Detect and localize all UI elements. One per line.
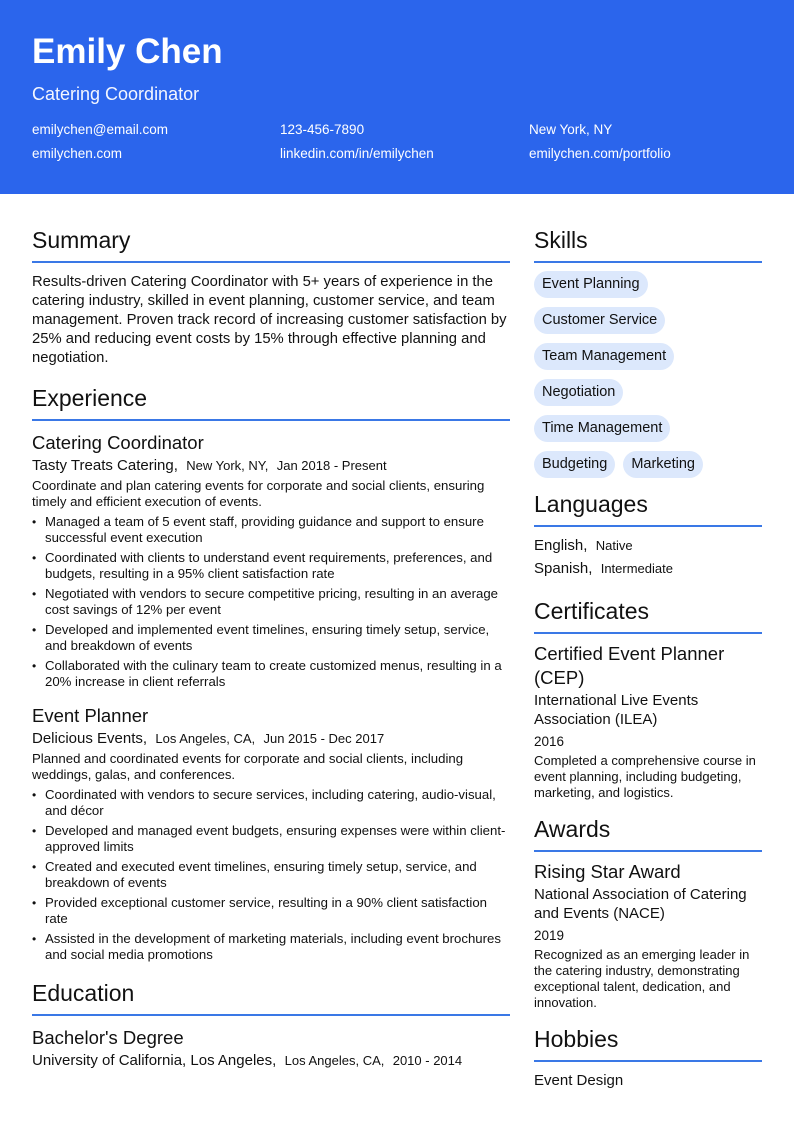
degree-title: Bachelor's Degree: [32, 1027, 184, 1048]
bullet-item: • Created and executed event timelines, ensuring timely setup, service, and breakdown of events: [32, 859, 510, 891]
skills-list: [534, 271, 762, 487]
certificates-section: [534, 597, 762, 801]
skill-chip: Customer Service: [534, 307, 665, 334]
job-bullets: [32, 514, 510, 690]
certificates-heading: Certificates: [534, 597, 762, 634]
job-entry: [32, 704, 510, 963]
bullet-item: • Coordinated with clients to understand event requirements, preferences, and budgets, resulting in a 95% client satisfaction rate: [32, 550, 510, 582]
job-location: New York, NY,: [186, 458, 269, 473]
job-description: Planned and coordinated events for corporate and social clients, including weddings, galas, and conferences.: [32, 751, 464, 782]
experience-heading: Experience: [32, 384, 510, 421]
job-company: Delicious Events,: [32, 730, 148, 747]
school-name: University of California, Los Angeles,: [32, 1052, 277, 1069]
hobby-item: Event Design: [534, 1072, 624, 1089]
job-bullets: [32, 787, 510, 963]
skill-chip: Time Management: [534, 415, 670, 442]
resume-header: [0, 0, 794, 194]
job-dates: Jan 2018 - Present: [276, 458, 387, 473]
portfolio-link[interactable]: emilychen.com/portfolio: [529, 146, 671, 161]
language-level: Native: [595, 538, 633, 553]
awards-section: [534, 815, 762, 1011]
summary-heading: Summary: [32, 226, 510, 263]
bullet-item: • Managed a team of 5 event staff, providing guidance and support to ensure successful event execution: [32, 514, 510, 546]
right-column: [534, 226, 762, 1090]
summary-section: [32, 226, 510, 368]
award-name: Rising Star Award: [534, 861, 681, 882]
location-text: New York, NY: [529, 122, 613, 137]
candidate-name: Emily Chen: [32, 32, 223, 71]
hobbies-heading: Hobbies: [534, 1025, 762, 1062]
language-name: English,: [534, 537, 588, 554]
certificate-org: International Live Events Association (ILEA): [534, 692, 699, 728]
bullet-item: • Provided exceptional customer service, resulting in a 90% client satisfaction rate: [32, 895, 510, 927]
language-name: Spanish,: [534, 560, 593, 577]
skills-section: [534, 226, 762, 487]
language-item: [534, 557, 762, 580]
languages-heading: Languages: [534, 490, 762, 527]
certificate-year: 2016: [534, 734, 565, 749]
skill-chip: Budgeting: [534, 451, 615, 478]
left-column: [32, 226, 510, 1071]
experience-section: [32, 384, 510, 963]
education-meta: [32, 1051, 510, 1071]
education-heading: Education: [32, 979, 510, 1016]
skill-chip: Team Management: [534, 343, 674, 370]
skill-chip: Marketing: [623, 451, 703, 478]
bullet-item: • Collaborated with the culinary team to create customized menus, resulting in a 20% increase in client referrals: [32, 658, 510, 690]
award-description: Recognized as an emerging leader in the catering industry, demonstrating exceptional talent, dedication, and innovation.: [534, 947, 750, 1010]
awards-heading: Awards: [534, 815, 762, 852]
job-meta: [32, 729, 510, 749]
candidate-role: Catering Coordinator: [32, 84, 200, 104]
skill-chip: Negotiation: [534, 379, 623, 406]
language-level: Intermediate: [600, 561, 673, 576]
phone-number: 123-456-7890: [280, 122, 365, 137]
job-description: Coordinate and plan catering events for corporate and social clients, ensuring timely and efficient execution of events.: [32, 478, 485, 509]
job-company: Tasty Treats Catering,: [32, 457, 178, 474]
certificate-name: Certified Event Planner (CEP): [534, 643, 725, 688]
school-location: Los Angeles, CA,: [284, 1053, 385, 1068]
bullet-item: • Coordinated with vendors to secure services, including catering, audio-visual, and décor: [32, 787, 510, 819]
email-link[interactable]: emilychen@email.com: [32, 122, 168, 137]
website-link[interactable]: emilychen.com: [32, 146, 123, 161]
hobbies-section: [534, 1025, 762, 1090]
job-meta: [32, 456, 510, 476]
job-entry: [32, 431, 510, 690]
linkedin-link[interactable]: linkedin.com/in/emilychen: [280, 146, 434, 161]
bullet-item: • Developed and managed event budgets, ensuring expenses were within client-approved limits: [32, 823, 510, 855]
award-year: 2019: [534, 928, 565, 943]
education-dates: 2010 - 2014: [392, 1053, 463, 1068]
bullet-item: • Assisted in the development of marketing materials, including event brochures and social media promotions: [32, 931, 510, 963]
job-title: Catering Coordinator: [32, 432, 204, 453]
certificate-description: Completed a comprehensive course in event planning, including budgeting, marketing, and logistics.: [534, 753, 756, 800]
summary-text: Results-driven Catering Coordinator with 5+ years of experience in the catering industry, skilled in event planning, customer service, and team management. Proven track record of increasing customer satisfaction by 25% and reducing event costs by 15% through effective planning and negotiation.: [32, 274, 507, 366]
award-org: National Association of Catering and Events (NACE): [534, 886, 747, 922]
job-title: Event Planner: [32, 705, 149, 726]
job-dates: Jun 2015 - Dec 2017: [263, 731, 385, 746]
job-location: Los Angeles, CA,: [155, 731, 256, 746]
languages-section: [534, 490, 762, 580]
bullet-item: • Negotiated with vendors to secure competitive pricing, resulting in an average cost savings of 12% per event: [32, 586, 510, 618]
education-section: [32, 979, 510, 1071]
bullet-item: • Developed and implemented event timelines, ensuring timely setup, service, and breakdown of events: [32, 622, 510, 654]
skills-heading: Skills: [534, 226, 762, 263]
language-item: [534, 534, 762, 557]
skill-chip: Event Planning: [534, 271, 648, 298]
